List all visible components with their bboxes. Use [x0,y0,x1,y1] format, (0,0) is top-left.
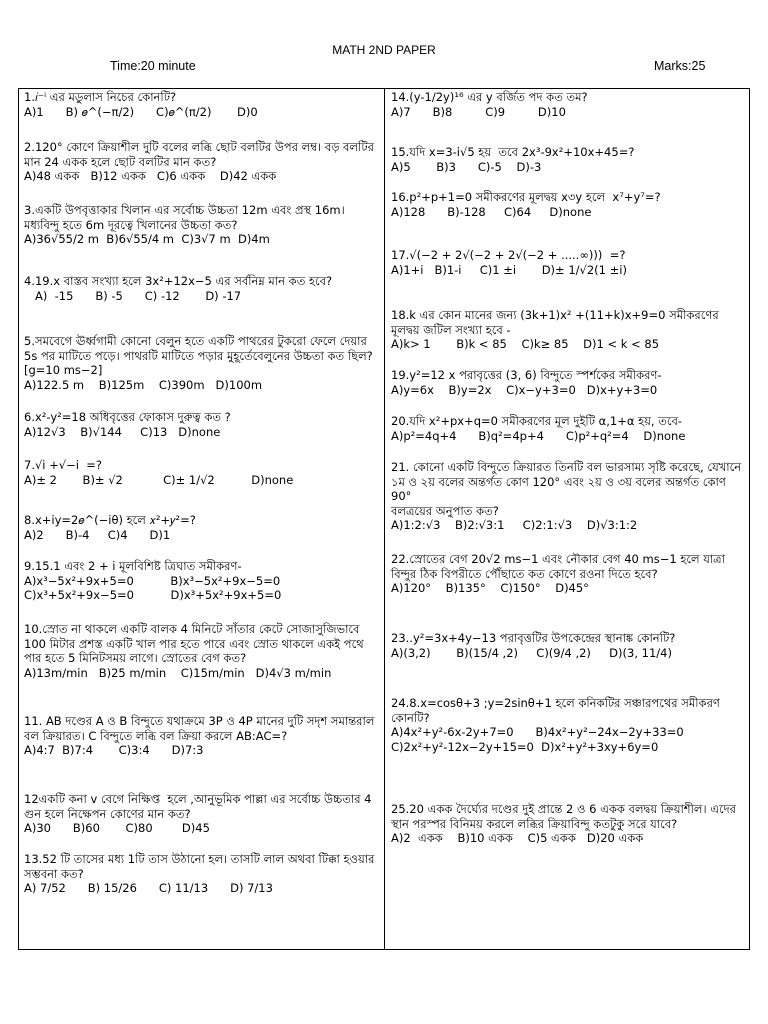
question-text: 6.x²-y²=18 অধিবৃত্তের ফোকাস দুরুত্ব কত ? [24,410,231,424]
question-options: A)122.5 m B)125m C)390m D)100m [24,377,263,392]
question-options: C)x³+5x²+9x−5=0 D)x³+5x²+9x+5=0 [24,588,282,602]
question-1 [24,90,379,119]
question-text: 22.স্রোতের বেগ 20√2 ms−1 এবং নৌকার বেগ 40 ms−1 হলে যাত্রা বিন্দুর ঠিক বিপরীতে পৌঁছাতে কত কোণে রওনা দিতে হবে? [391,552,729,581]
question-text: 11. AB দণ্ডের A ও B বিন্দুতে যথাক্রমে 3P ও 4P মানের দুটি সদৃশ সমান্তরাল বল ক্রিয়ারত। C বিন্দুতে লব্ধি বল ক্রিয়া করলে AB:AC=? [24,714,379,743]
question-20 [391,414,746,443]
question-options: A)5 B)3 C)-5 D)-3 [391,159,542,174]
question-options: A)p²=4q+4 B)q²=4p+4 C)p²+q²=4 D)none [391,428,686,443]
question-text: 18.k এর কোন মানের জন্য (3k+1)x² +(11+k)x+9=0 সমীকরণের মূলদ্বয় জটিল সংখ্যা হবে - [391,308,723,337]
question-options: A)120° B)135° C)150° D)45° [391,581,589,595]
question-text: 2.120° কোণে ক্রিয়াশীল দুটি বলের লব্ধি ছোট বলটির উপর লম্ব। বড় বলটির মান 24 একক হলে ছোট বলটির মান কত? [24,140,378,169]
question-9 [24,559,379,603]
question-25 [391,802,746,846]
question-4 [24,274,379,303]
question-options: A)30 B)60 C)80 D)45 [24,821,210,835]
question-22 [391,552,746,596]
question-text: 7.√i +√−i =? [24,458,102,472]
question-text: 10.স্রোত না থাকলে একটি বালক 4 মিনিটে সাঁতার কেটে সোজাসুজিভাবে 100 মিটার প্রশস্ত একটি খাল পার হতে পারে এবং স্রোত থাকলে একই পথে পার হতে 5 মিনিটসময় লাগে। স্রোতের বেগ কত? [24,622,368,665]
question-8 [24,513,379,542]
question-options: A)4x²+y²-6x-2y+7=0 B)4x²+y²−24x−2y+33=0 [391,725,684,739]
question-text: 20.যদি x²+px+q=0 সমীকরণের মূল দুইটি α,1+α হয়, তবে- [391,414,682,428]
question-text: 12একটি কনা v বেগে নিক্ষিপ্ত হলে ,আনুভূমিক পাল্লা এর সর্বোচ্চ উচ্চতার 4 গুন হলে নিক্ষেপন কোণের মান কত? [24,792,376,821]
question-24 [391,696,746,754]
question-17 [391,248,746,277]
question-19 [391,368,746,397]
question-options: A)4:7 B)7:4 C)3:4 D)7:3 [24,743,204,757]
question-text: 24.8.x=cosθ+3 ;y=2sinθ+1 হলে কনিকটির সঞ্চারপথের সমীকরণ কোনটি? [391,696,724,725]
question-21 [391,460,746,533]
question-text: 21. কোনো একটি বিন্দুতে ক্রিয়ারত তিনটি বল ভারসাম্য সৃষ্টি করেছে, যেখানে ১ম ও ২য় বলের অন্তর্গত কোণ 120° এবং ২য় ও ৩য় বলের অন্তর্গত কোণ 90° বলত্রয়ের অনুপাত কত? [391,460,742,518]
question-options: A)36√55/2 m B)6√55/4 m C)3√7 m D)4m [24,232,270,246]
marks-label: Marks:25 [654,59,706,73]
question-options: A)12√3 B)√144 C)13 D)none [24,424,221,439]
question-options: A)x³−5x²+9x+5=0 B)x³−5x²+9x−5=0 [24,573,281,588]
question-text: 4.19.x বাস্তব সংখ্যা হলে 3x²+12x−5 এর সর্বনিম্ন মান কত হবে? [24,274,333,288]
question-options: A)48 একক B)12 একক C)6 একক D)42 একক [24,169,277,183]
question-11 [24,714,379,758]
question-text: 9.15.1 এবং 2 + i মূলবিশিষ্ট ত্রিঘাত সমীকরণ- [24,559,242,573]
question-options: A)1:2:√3 B)2:√3:1 C)2:1:√3 D)√3:1:2 [391,518,638,532]
question-options: A)1 B) 𝑒^(−π/2) C)𝑒^(π/2) D)0 [24,104,258,119]
question-text: 1.𝑖⁻ⁱ এর মডুলাস নিচের কোনটি? [24,90,177,104]
question-options: A) 7/52 B) 15/26 C) 11/13 D) 7/13 [24,881,273,895]
question-options: A)y=6x B)y=2x C)x−y+3=0 D)x+y+3=0 [391,382,658,397]
question-10 [24,622,379,680]
question-options: A)± 2 B)± √2 C)± 1/√2 D)none [24,472,294,487]
time-label: Time:20 minute [110,59,196,73]
question-options: A)128 B)-128 C)64 D)none [391,204,592,219]
question-text: 25.20 একক দৈর্ঘ্যের দণ্ডের দুই প্রান্তে 2 ও 6 একক বলদ্বয় ক্রিয়াশীল। এদের স্থান পরস্পর বিনিময় করলে লব্ধির ক্রিয়াবিন্দু কতটুকু সরে যাবে? [391,802,740,831]
question-15 [391,145,746,174]
question-text: 19.y²=12 x পরাবৃত্তের (3, 6) বিন্দুতে স্পর্শকের সমীকরণ- [391,368,662,382]
question-options: A) -15 B) -5 C) -12 D) -17 [24,288,242,303]
question-18 [391,308,746,352]
question-options: A)2 একক B)10 একক C)5 একক D)20 একক [391,831,644,845]
question-text: 14.(y-1/2y)¹⁶ এর y বর্জিত পদ কত তম? [391,90,588,104]
question-text: 16.p²+p+1=0 সমীকরণের মূলদ্বয় x৩y হলে x⁷+y⁷=? [391,190,661,204]
question-text: 15.যদি x=3-i√5 হয় তবে 2x³-9x²+10x+45=? [391,145,635,159]
question-text: 23..y²=3x+4y−13 পরাবৃত্তটির উপকেন্দ্রের স্থানাঙ্ক কোনটি? [391,631,676,645]
question-12 [24,792,379,836]
question-options: A)2 B)-4 C)4 D)1 [24,527,171,542]
question-5 [24,334,379,392]
question-text: 3.একটি উপবৃত্তাকার খিলান এর সর্বোচ্চ উচ্চতা 12m এবং প্রস্থ 16m। মধ্যবিন্দু হতে 6m দূরত্বে খিলানের উচ্চতা কত? [24,203,349,232]
question-text: 8.x+iy=2𝑒^(−iθ) হলে 𝑥²+𝑦²=? [24,513,196,527]
question-text: 13.52 টি তাসের মধ্য 1টি তাস উঠানো হল। তাসটি লাল অথবা টিক্কা হওয়ার সম্ভবনা কত? [24,852,379,881]
question-options: A)7 B)8 C)9 D)10 [391,104,566,119]
question-13 [24,852,379,896]
question-6 [24,410,379,439]
question-options: A)(3,2) B)(15/4 ,2) C)(9/4 ,2) D)(3, 11/4) [391,645,672,660]
question-23 [391,631,746,660]
question-options: C)2x²+y²-12x−2y+15=0 D)x²+y²+3xy+6y=0 [391,739,659,754]
question-2 [24,140,379,184]
question-3 [24,203,379,247]
question-text: 17.√(−2 + 2√(−2 + 2√(−2 + .....∞))) =? [391,248,626,262]
question-16 [391,190,746,219]
question-7 [24,458,379,487]
question-14 [391,90,746,119]
question-options: A)1+i B)1-i C)1 ±i D)± 1/√2(1 ±i) [391,262,627,277]
question-text: 5.সমবেগে ঊর্ধ্বগামী কোনো বেলুন হতে একটি পাথরের টুকরো ফেলে দেয়ার 5s পর মাটিতে পড়ে। পাথরটি মাটিতে পড়ার মুহূর্তেবেলুনের উচ্চতা কত ছিল? [g=10 ms−2] [24,334,377,377]
question-options: A)13m/min B)25 m/min C)15m/min D)4√3 m/min [24,665,332,680]
column-divider [384,88,385,950]
question-options: A)k> 1 B)k < 85 C)k≥ 85 D)1 < k < 85 [391,337,660,351]
paper-title: MATH 2ND PAPER [332,43,436,57]
